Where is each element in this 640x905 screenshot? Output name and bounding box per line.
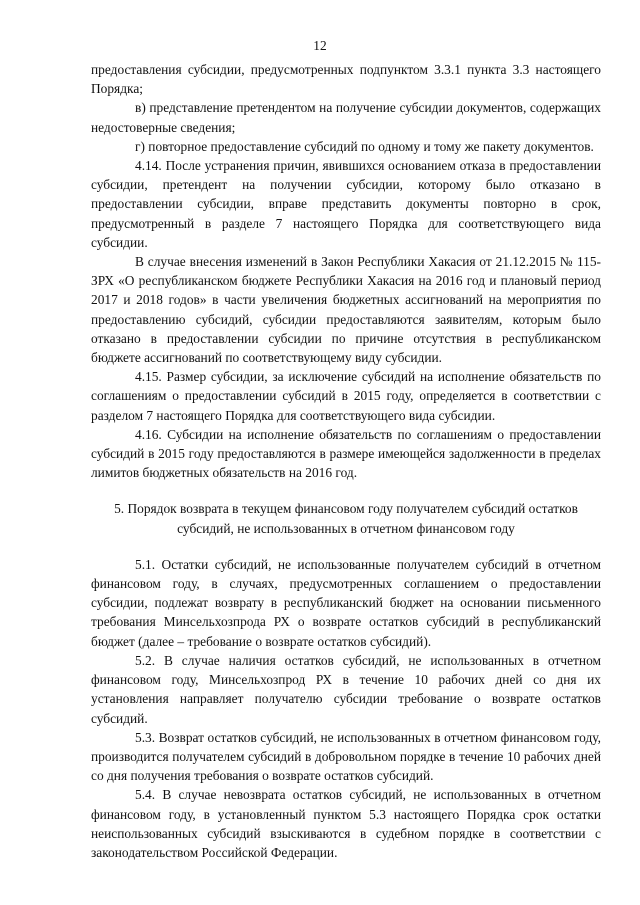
section-heading-line-2: субсидий, не использованных в отчетном финансовом году	[177, 520, 515, 536]
section-heading-line-1: 5. Порядок возврата в текущем финансовом году получателем субсидий остатков	[114, 501, 578, 517]
paragraph-5-2: 5.2. В случае наличия остатков субсидий, не использованных в отчетном финансовом году, Минсельхозпрод РХ в течение 10 рабочих дней со дня их установления направляет получателю субсидии требование о возврате остатков субсидий.	[91, 652, 601, 726]
paragraph-4-15: 4.15. Размер субсидии, за исключение субсидий на исполнение обязательств по соглашениям о предоставлении субсидий в 2015 году, определяется в соответствии с разделом 7 настоящего Порядка для соответствующего вида субсидии.	[91, 369, 601, 423]
page-number: 12	[313, 38, 327, 53]
paragraph-4-14: 4.14. После устранения причин, явившихся основанием отказа в предоставлении субсидии, претендент на получении субсидии, которому было отказано в предоставлении субсидии, вправе представить документы повторно в срок, предусмотренный в разделе 7 настоящего Порядка для соответствующего вида субсидии.	[91, 158, 601, 250]
paragraph-4-14-amendment: В случае внесения изменений в Закон Республики Хакасия от 21.12.2015 № 115-ЗРХ «О республиканском бюджете Республики Хакасия на 2016 год и плановый период 2017 и 2018 годов» в части увеличения бюджетных ассигнований на мероприятия по предоставлению субсидий, субсидии предоставляются заявителям, которым было отказано в предоставлении субсидии по причине отсутствия в республиканском бюджете ассигнований по соответствующему виду субсидии.	[91, 254, 601, 366]
paragraph-4-16: 4.16. Субсидии на исполнение обязательств по соглашениям о предоставлении субсидий в 2015 году предоставляются в размере имеющейся задолженности в пределах лимитов бюджетных обязательств на 2016 год.	[91, 426, 601, 481]
paragraph-item-v: в) представление претендентом на получение субсидии документов, содержащих недостоверные сведения;	[91, 100, 601, 135]
document-body	[91, 60, 601, 862]
paragraph-5-1: 5.1. Остатки субсидий, не использованные получателем субсидий в отчетном финансовом году, в случаях, предусмотренных соглашением о предоставлении субсидии, подлежат возврату в республиканский бюджет на основании письменного требования Минсельхозпрода РХ о возврате остатков субсидий в республиканский бюджет (далее – требование о возврате остатков субсидий).	[91, 556, 601, 649]
section-5-heading	[91, 499, 601, 537]
paragraph-5-4: 5.4. В случае невозврата остатков субсидий, не использованных в отчетном финансовом году, в установленный пунктом 5.3 настоящего Порядка срок остатки неиспользованных субсидий взыскиваются в судебном порядке в соответствии с законодательством Российской Федерации.	[91, 787, 601, 860]
paragraph-continuation: предоставления субсидии, предусмотренных подпунктом 3.3.1 пункта 3.3 настоящего Порядка;	[91, 62, 601, 97]
paragraph-item-g: г) повторное предоставление субсидий по одному и тому же пакету документов.	[135, 138, 594, 154]
paragraph-5-3: 5.3. Возврат остатков субсидий, не использованных в отчетном финансовом году, производится получателем субсидий в добровольном порядке в течение 10 рабочих дней со дня получения требования о возврате остатков субсидий.	[91, 729, 601, 784]
